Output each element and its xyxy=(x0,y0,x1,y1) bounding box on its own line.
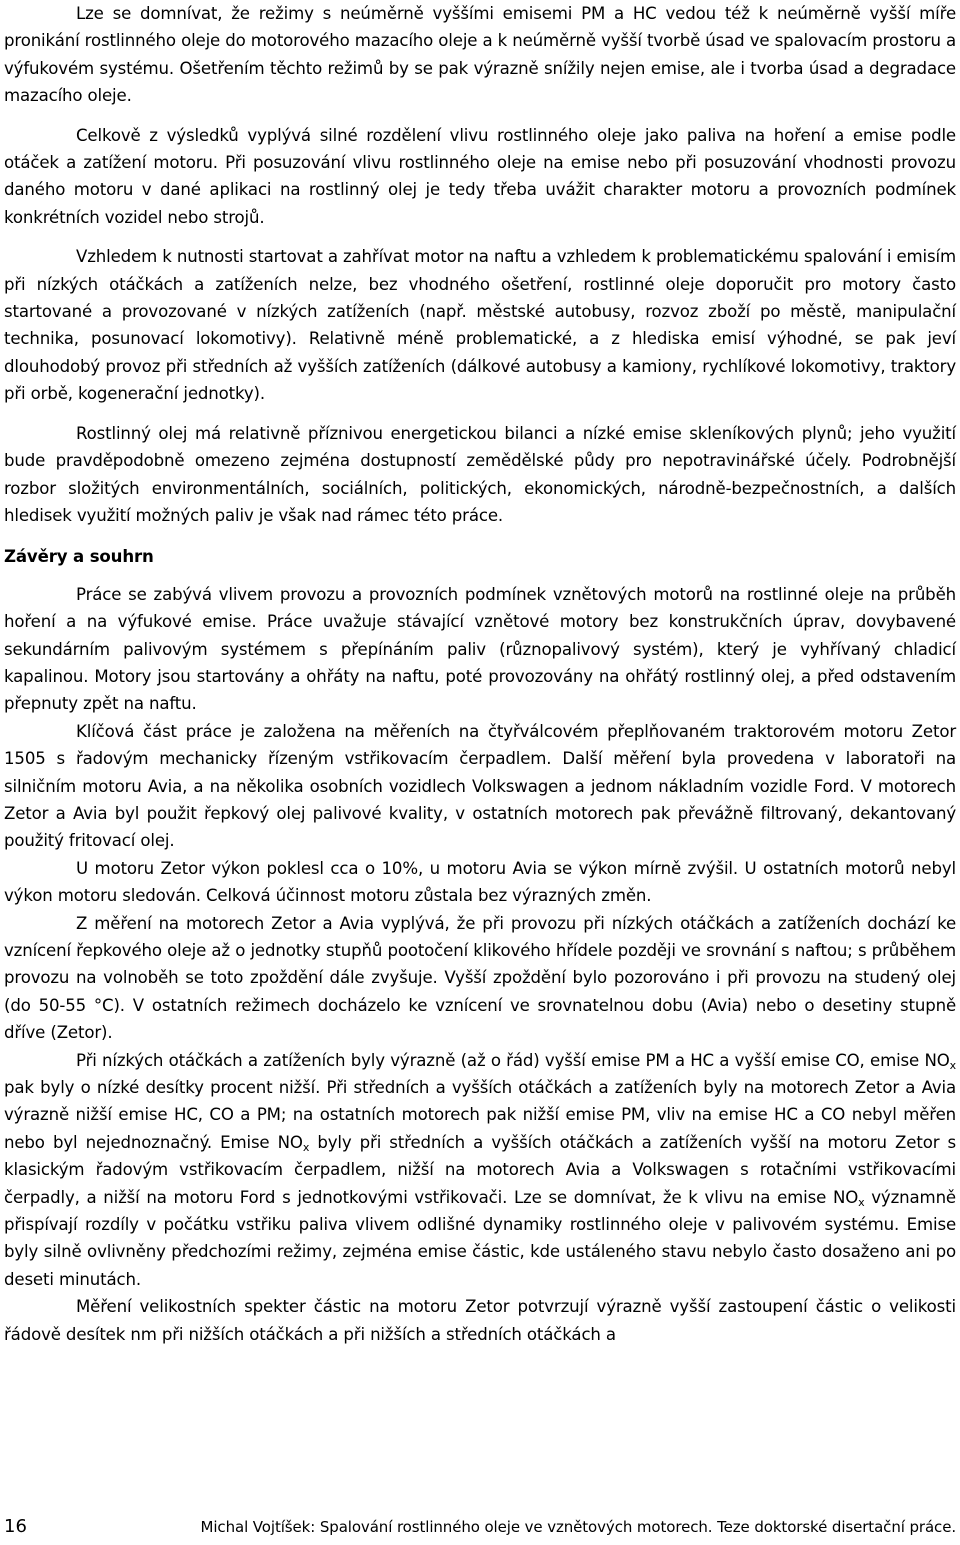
paragraph-5: Práce se zabývá vlivem provozu a provozních podmínek vznětových motorů na rostlinné oleje na průběh hoření a na výfukové emise. Práce uvažuje stávající vznětové motory bez konstrukčních úprav, dovybavené sekundárním palivovým systémem s přepínáním paliv (různopalivový systém), který je vyhřívaný chladicí kapalinou. Motory jsou startovány a ohřáty na naftu, poté provozovány na ohřátý rostlinný olej, a před odstavením přepnuty zpět na naftu. xyxy=(4,584,956,714)
emissions-text-a: Při nízkých otáčkách a zatíženích byly výrazně (až o řád) vyšší emise PM a HC a vyšší emise CO, emise NO xyxy=(76,1050,950,1070)
paragraph-7: U motoru Zetor výkon poklesl cca o 10%, u motoru Avia se výkon mírně zvýšil. U ostatních motorů nebyl výkon motoru sledován. Celková účinnost motoru zůstala bez výrazných změn. xyxy=(4,858,956,906)
page-footer xyxy=(4,1517,956,1537)
emissions-text-d: významně přispívají rozdíly v počátku vstřiku paliva vlivem odlišné dynamiky rostlinného oleje v palivovém systému. Emise byly silně ovlivněny předchozími režimy, zejména emise částic, kde ustáleného stavu nebylo často dosaženo ani po deseti minutách. xyxy=(4,1187,956,1289)
emissions-text-b: pak byly o nízké desítky procent nižší. Při středních a vyšších otáčkách a zatíženích byly na motorech Zetor a Avia výrazně nižší emise HC, CO a PM; na ostatních motorech pak nižší emise PM, vliv na emise HC a CO nebyl měřen nebo byl nejednoznačný. Emise NO xyxy=(4,1078,956,1152)
subscript-x: x xyxy=(949,1058,956,1072)
section-heading: Závěry a souhrn xyxy=(4,547,154,567)
emissions-text-c: byly při středních a vyšších otáčkách a zatíženích vyšší na motoru Zetor s klasickým řadovým vstřikovacím čerpadlem, nižší na motorech Avia a Volkswagen s rotačními vstřikovacími čerpadly, a nižší na motoru Ford s jednotkovými vstřikovači. Lze se domnívat, že k vlivu na emise NO xyxy=(4,1132,956,1207)
subscript-x: x xyxy=(302,1140,310,1154)
paragraph-6: Klíčová část práce je založena na měřeních na čtyřválcovém přeplňovaném traktorovém motoru Zetor 1505 s řadovým mechanicky řízeným vstřikovacím čerpadlem. Další měření byla provedena v laboratoři na silničním motoru Avia, a na několika osobních vozidlech Volkswagen a jednom nákladním vozidle Ford. V motorech Zetor a Avia byl použit řepkový olej palivové kvality, v ostatních motorech pak převážně filtrovaný, dekantovaný použitý fritovací olej. xyxy=(4,721,956,851)
footer-text: Michal Vojtíšek: Spalování rostlinného oleje ve vznětových motorech. Teze doktorské disertační práce. xyxy=(200,1518,956,1536)
page-number: 16 xyxy=(4,1516,27,1537)
paragraph-8: Z měření na motorech Zetor a Avia vyplývá, že při provozu při nízkých otáčkách a zatíženích dochází ke vznícení řepkového oleje až o jednotky stupňů pootočení klikového hřídele později ve srovnání s naftou; s průběhem provozu na volnoběh se toto zpoždění dále zvyšuje. Vyšší zpoždění bylo pozorováno i při provozu na studený olej (do 50-55 °C). V ostatních režimech docházelo ke vznícení ve srovnatelnou dobu (Avia) nebo o desetiny stupně dříve (Zetor). xyxy=(4,913,956,1043)
paragraph-emissions xyxy=(4,1047,956,1294)
document-page xyxy=(4,0,956,1348)
paragraph-1: Lze se domnívat, že režimy s neúměrně vyššími emisemi PM a HC vedou též k neúměrně vyšší míře pronikání rostlinného oleje do motorového mazacího oleje a k neúměrně vyšší tvorbě úsad ve spalovacím prostoru a výfukovém systému. Ošetřením těchto režimů by se pak výrazně snížily nejen emise, ale i tvorba úsad a degradace mazacího oleje. xyxy=(4,4,956,106)
paragraph-4: Rostlinný olej má relativně příznivou energetickou bilanci a nízké emise skleníkových plynů; jeho využití bude pravděpodobně omezeno zejména dostupností zemědělské půdy pro nepotravinářské účely. Podrobnější rozbor složitých environmentálních, sociálních, politických, ekonomických, národně-bezpečnostních, a dalších hledisek využití možných paliv je však nad rámec této práce. xyxy=(4,423,956,525)
paragraph-last: Měření velikostních spekter částic na motoru Zetor potvrzují výrazně vyšší zastoupení částic o velikosti řádově desítek nm při nižších otáčkách a při nižších a středních otáčkách a xyxy=(4,1297,956,1344)
paragraph-2: Celkově z výsledků vyplývá silné rozdělení vlivu rostlinného oleje jako paliva na hoření a emise podle otáček a zatížení motoru. Při posuzování vlivu rostlinného oleje na emise nebo při posuzování vhodnosti provozu daného motoru v dané aplikaci na rostlinný olej je tedy třeba uvážit charakter motoru a provozních podmínek konkrétních vozidel nebo strojů. xyxy=(4,125,956,227)
subscript-x: x xyxy=(858,1195,865,1209)
paragraph-3: Vzhledem k nutnosti startovat a zahřívat motor na naftu a vzhledem k problematickému spalování i emisím při nízkých otáčkách a zatíženích nelze, bez vhodného ošetření, rostlinné oleje doporučit pro motory často startované a provozované v nízkých zatíženích (např. městské autobusy, rozvoz zboží po městě, manipulační technika, posunovací lokomotivy). Relativně méně problematické, a z hlediska emisí výhodné, se pak jeví dlouhodobý provoz při středních až vyšších zatíženích (dálkové autobusy a kamiony, rychlíkové lokomotivy, traktory při orbě, kogenerační jednotky). xyxy=(4,247,956,404)
